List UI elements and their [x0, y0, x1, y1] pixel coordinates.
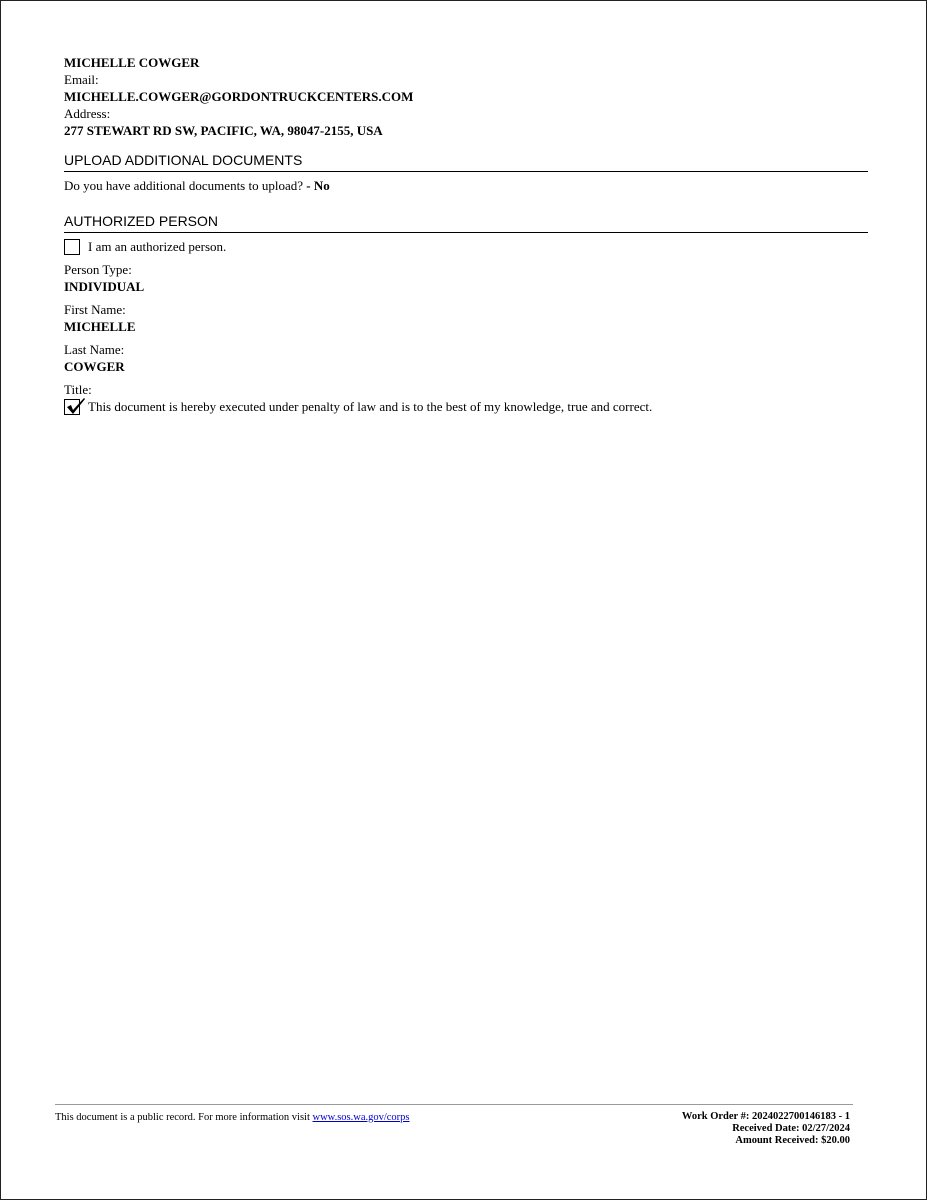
footer-divider	[55, 1104, 853, 1105]
attest-checkbox-row[interactable]	[64, 399, 868, 415]
title-field	[64, 381, 868, 398]
upload-question-row	[64, 177, 868, 194]
document-content	[64, 54, 868, 415]
person-type-label: Person Type:	[64, 262, 132, 277]
first-name-label: First Name:	[64, 302, 126, 317]
upload-answer: - No	[306, 178, 330, 193]
authorized-checkbox-row[interactable]	[64, 239, 868, 255]
title-label: Title:	[64, 382, 92, 397]
public-record-text: This document is a public record. For more information visit	[55, 1112, 310, 1123]
received-date: Received Date: 02/27/2024	[732, 1123, 850, 1134]
last-name-value: COWGER	[64, 359, 125, 374]
amount-received: Amount Received: $20.00	[735, 1135, 850, 1146]
sos-link[interactable]: www.sos.wa.gov/corps	[312, 1112, 410, 1123]
email-value: MICHELLE.COWGER@GORDONTRUCKCENTERS.COM	[64, 89, 414, 104]
contact-name: MICHELLE COWGER	[64, 55, 200, 70]
attest-checkbox-label: This document is hereby executed under penalty of law and is to the best of my knowledge, true and correct.	[88, 399, 653, 414]
last-name-label: Last Name:	[64, 342, 125, 357]
last-name-field	[64, 341, 868, 375]
upload-section-title: UPLOAD ADDITIONAL DOCUMENTS	[64, 151, 868, 172]
address-label: Address:	[64, 106, 111, 121]
authorized-checkbox[interactable]	[64, 239, 80, 255]
authorized-section-title: AUTHORIZED PERSON	[64, 212, 868, 233]
person-type-value: INDIVIDUAL	[64, 279, 145, 294]
attest-checkbox[interactable]	[64, 399, 80, 415]
first-name-value: MICHELLE	[64, 319, 136, 334]
work-order: Work Order #: 2024022700146183 - 1	[681, 1111, 850, 1122]
upload-question: Do you have additional documents to upload?	[64, 178, 304, 193]
checkmark-icon	[64, 395, 86, 417]
address-value: 277 STEWART RD SW, PACIFIC, WA, 98047-2155, USA	[64, 123, 383, 138]
person-type-field	[64, 261, 868, 295]
footer-public-record	[55, 1111, 410, 1124]
authorized-checkbox-label: I am an authorized person.	[88, 239, 227, 254]
first-name-field	[64, 301, 868, 335]
email-label: Email:	[64, 72, 99, 87]
footer-work-order-block	[682, 1111, 850, 1147]
